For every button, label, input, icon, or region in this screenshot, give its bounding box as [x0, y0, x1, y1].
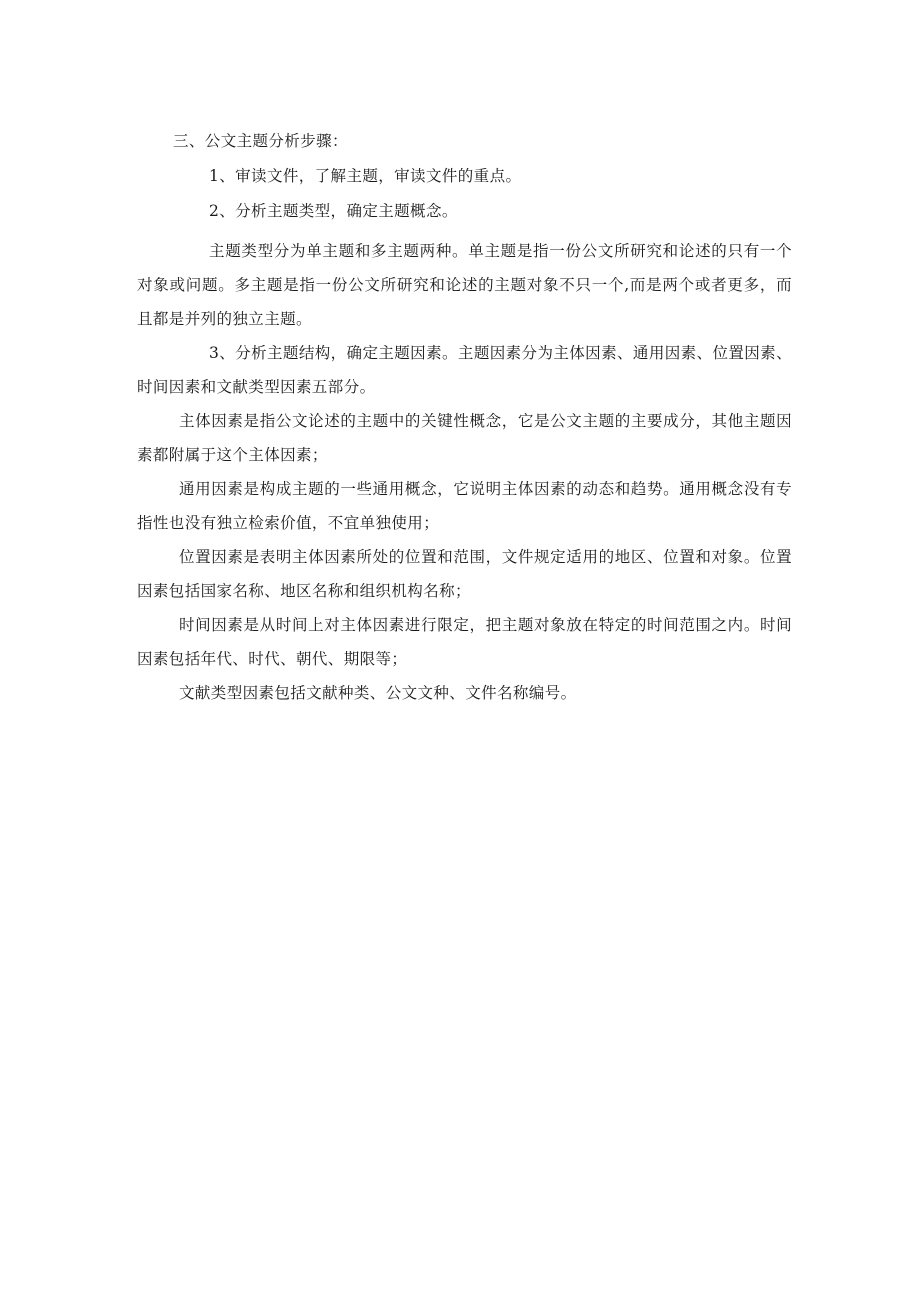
paragraph-general-factor: 通用因素是构成主题的一些通用概念，它说明主体因素的动态和趋势。通用概念没有专指性也没有独立检索价值，不宜单独使用； [137, 480, 792, 532]
section-heading: 三、公文主题分析步骤： [173, 132, 348, 150]
paragraph-doctype-factor: 文献类型因素包括文献种类、公文文种、文件名称编号。 [179, 684, 577, 702]
step-3: 3、分析主题结构，确定主题因素。主题因素分为主体因素、通用因素、位置因素、时间因素和文献类型因素五部分。 [137, 344, 792, 396]
step-1: 1、审读文件，了解主题，审读文件的重点。 [209, 167, 522, 185]
paragraph-time-factor: 时间因素是从时间上对主体因素进行限定，把主题对象放在特定的时间范围之内。时间因素包括年代、时代、朝代、期限等； [137, 616, 792, 668]
paragraph-theme-types: 主题类型分为单主题和多主题两种。单主题是指一份公文所研究和论述的只有一个对象或问题。多主题是指一份公文所研究和论述的主题对象不只一个,而是两个或者更多，而且都是并列的独立主题。 [137, 242, 792, 328]
paragraph-location-factor: 位置因素是表明主体因素所处的位置和范围，文件规定适用的地区、位置和对象。位置因素包括国家名称、地区名称和组织机构名称； [137, 548, 792, 600]
step-2: 2、分析主题类型，确定主题概念。 [209, 202, 458, 220]
paragraph-main-factor: 主体因素是指公文论述的主题中的关键性概念，它是公文主题的主要成分，其他主题因素都附属于这个主体因素； [137, 412, 792, 464]
document-body [137, 124, 792, 710]
